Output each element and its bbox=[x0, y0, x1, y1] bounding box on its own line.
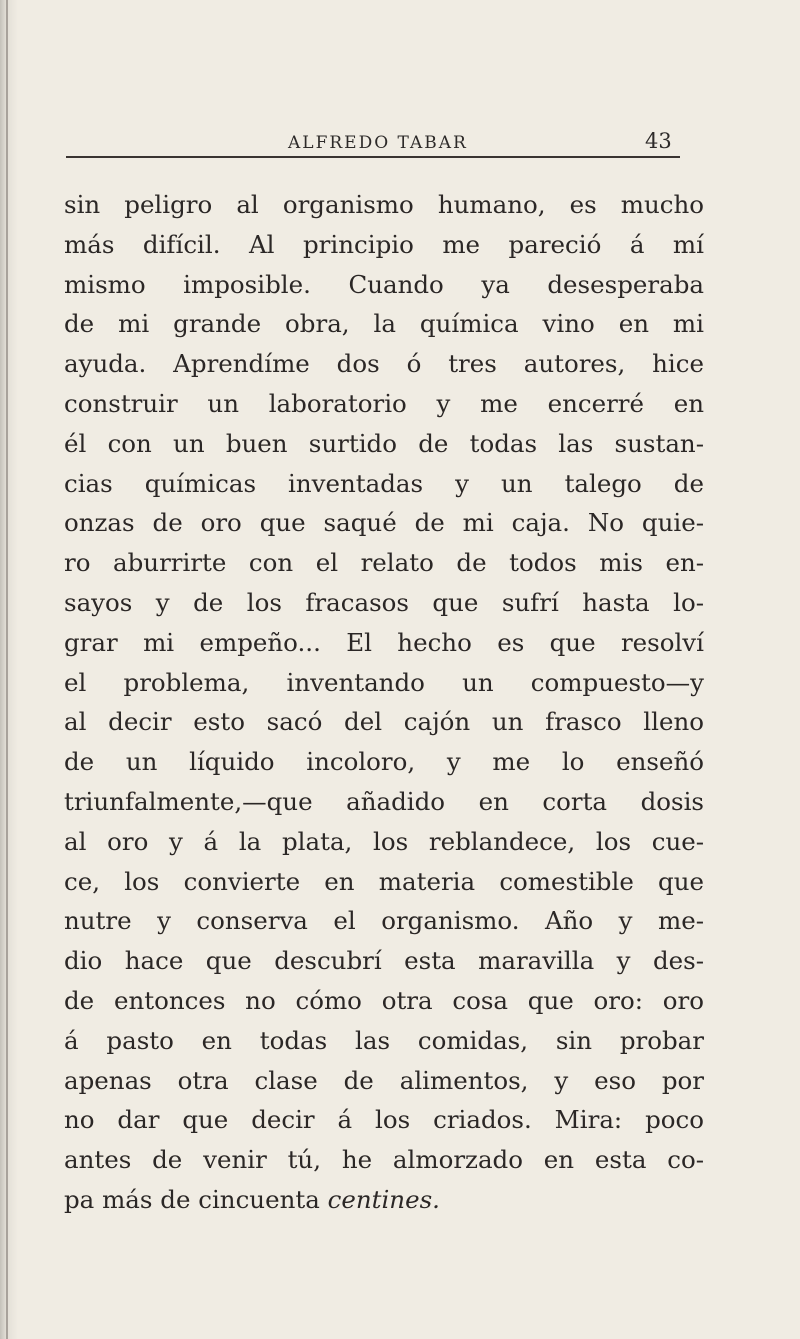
text-line: cias químicas inventadas y un talego de bbox=[64, 468, 704, 498]
text-line: sayos y de los fracasos que sufrí hasta lo- bbox=[64, 587, 704, 617]
text-line: dio hace que descubrí esta maravilla y des- bbox=[64, 946, 704, 976]
last-line-text: pa más de cincuenta bbox=[64, 1184, 328, 1214]
text-line: más difícil. Al principio me pareció á mí bbox=[64, 229, 704, 259]
running-head bbox=[0, 124, 800, 164]
text-line: ro aburrirte con el relato de todos mis en- bbox=[64, 548, 704, 578]
text-line: al oro y á la plata, los reblandece, los cue- bbox=[64, 826, 704, 856]
text-line: no dar que decir á los criados. Mira: poco bbox=[64, 1105, 704, 1135]
text-line: construir un laboratorio y me encerré en bbox=[64, 388, 704, 418]
text-line: antes de venir tú, he almorzado en esta co- bbox=[64, 1145, 704, 1175]
text-line: el problema, inventando un compuesto—y bbox=[64, 667, 704, 697]
running-head-title: ALFREDO TABAR bbox=[288, 133, 468, 153]
text-line: sin peligro al organismo humano, es mucho bbox=[64, 190, 704, 219]
text-line: triunfalmente,—que añadido en corta dosis bbox=[64, 786, 704, 816]
text-line: ayuda. Aprendíme dos ó tres autores, hice bbox=[64, 349, 704, 379]
text-line: de mi grande obra, la química vino en mi bbox=[64, 309, 704, 339]
text-line: él con un buen surtido de todas las sustan- bbox=[64, 428, 704, 458]
body-text bbox=[64, 185, 704, 1220]
italic-word: centines. bbox=[327, 1184, 440, 1214]
header-rule bbox=[66, 156, 680, 158]
page-number: 43 bbox=[645, 129, 672, 153]
text-line: nutre y conserva el organismo. Año y me- bbox=[64, 906, 704, 936]
text-line: de entonces no cómo otra cosa que oro: oro bbox=[64, 985, 704, 1015]
binding-gutter bbox=[6, 0, 8, 1339]
text-line: apenas otra clase de alimentos, y eso por bbox=[64, 1065, 704, 1095]
text-line: al decir esto sacó del cajón un frasco lleno bbox=[64, 707, 704, 737]
text-line: ce, los convierte en materia comestible que bbox=[64, 866, 704, 896]
text-line: de un líquido incoloro, y me lo enseñó bbox=[64, 747, 704, 777]
text-line: onzas de oro que saqué de mi caja. No quie- bbox=[64, 508, 704, 538]
text-line-last bbox=[64, 1180, 704, 1220]
text-line: mismo imposible. Cuando ya desesperaba bbox=[64, 269, 704, 299]
text-line: á pasto en todas las comidas, sin probar bbox=[64, 1025, 704, 1055]
text-line: grar mi empeño... El hecho es que resolví bbox=[64, 627, 704, 657]
